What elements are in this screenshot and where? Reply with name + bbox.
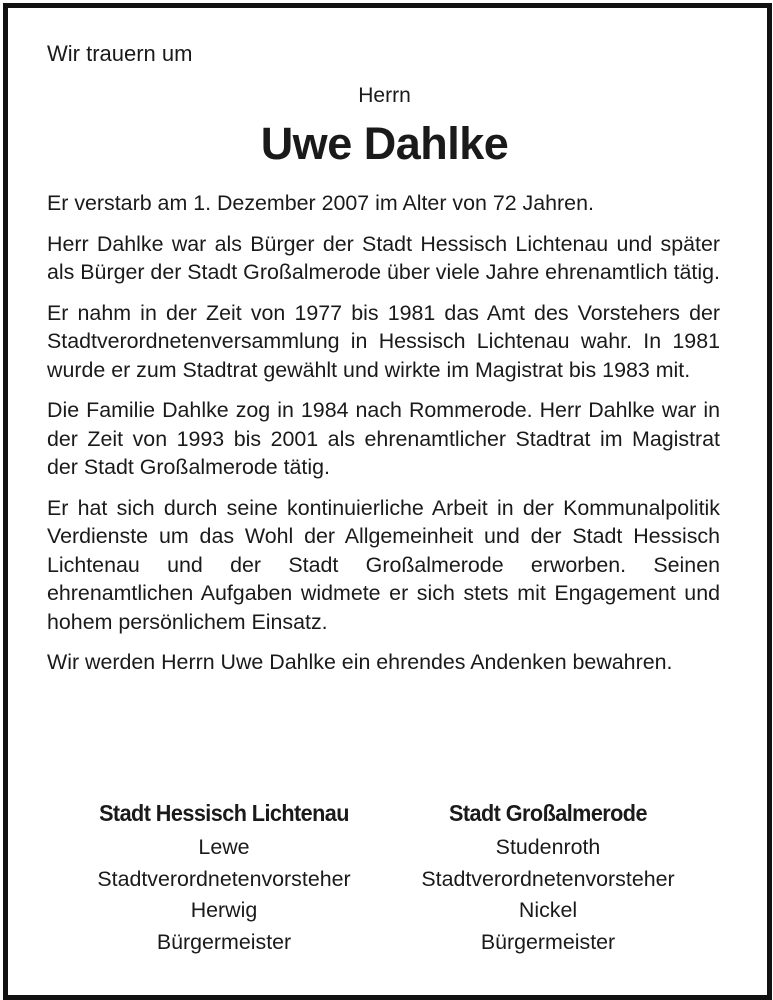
signature-name: Nickel: [518, 898, 578, 922]
signature-name: Herwig: [190, 898, 258, 922]
signature-hessisch-lichtenau: [68, 796, 380, 958]
signature-org: Stadt Großalmerode: [449, 800, 647, 826]
paragraph-merits: Er hat sich durch seine kontinuierliche Arbeit in der Kommunalpolitik Verdienste um das Wohl der Allgemeinheit und der Stadt Hessisch Lichtenau und der Stadt Großalmerode erworben. Seinen ehrenamtlichen Aufgaben widmete er sich stets mit Engagement und hohem persönlichem Einsatz.: [47, 495, 720, 634]
signature-org: Stadt Hessisch Lichtenau: [99, 800, 349, 826]
paragraph-citizenship: Herr Dahlke war als Bürger der Stadt Hessisch Lichtenau und später als Bürger der Stadt Großalmerode über viele Jahre ehrenamtlich tätig.: [47, 231, 720, 284]
deceased-name: Uwe Dahlke: [260, 118, 509, 169]
intro-text: Wir trauern um: [47, 41, 193, 66]
salutation: Herrn: [358, 84, 411, 107]
signature-title: Stadtverordnetenvorsteher: [97, 866, 351, 891]
signature-name: Lewe: [198, 835, 250, 859]
signature-name: Studenroth: [495, 835, 601, 859]
paragraph-remembrance: Wir werden Herrn Uwe Dahlke ein ehrendes Andenken bewahren.: [47, 650, 673, 674]
paragraph-office-1977: Er nahm in der Zeit von 1977 bis 1981 das Amt des Vorstehers der Stadtverordnetenversammlung in Hessisch Lichtenau wahr. In 1981 wurde er zum Stadtrat gewählt und wirkte im Magistrat bis 1983 mit.: [47, 300, 720, 382]
paragraph-rommerode: Die Familie Dahlke zog in 1984 nach Rommerode. Herr Dahlke war in der Zeit von 1993 bis 2001 als ehrenamtlicher Stadtrat im Magistrat der Stadt Großalmerode tätig.: [47, 398, 720, 479]
obituary-body: [47, 189, 720, 689]
signature-grossalmerode: [392, 796, 704, 958]
signature-title: Stadtverordnetenvorsteher: [421, 866, 675, 891]
paragraph-death-date: Er verstarb am 1. Dezember 2007 im Alter von 72 Jahren.: [47, 191, 594, 215]
signature-title: Bürgermeister: [156, 929, 292, 954]
signature-title: Bürgermeister: [480, 929, 616, 954]
